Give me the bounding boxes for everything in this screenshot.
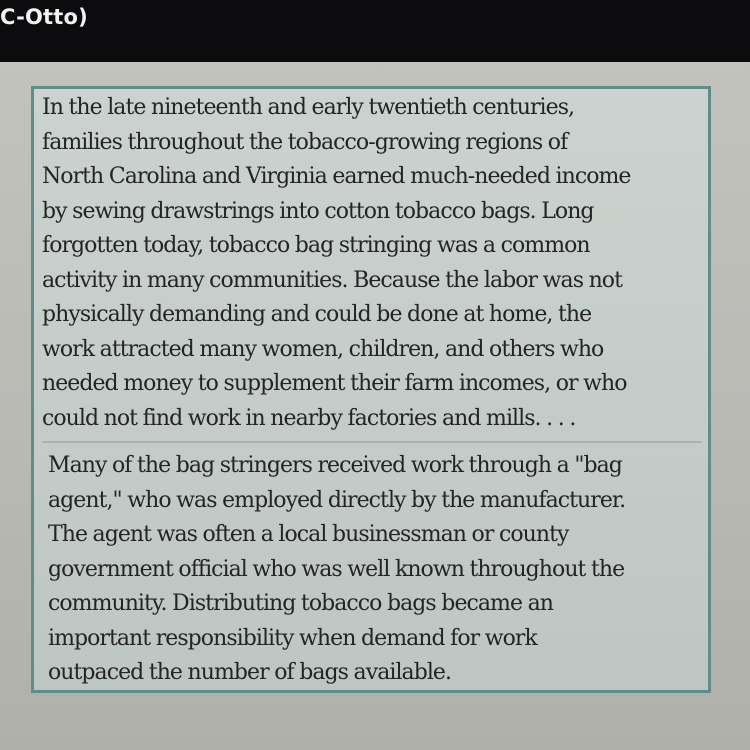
passage-line: community. Distributing tobacco bags became an <box>48 591 553 616</box>
passage-line: important responsibility when demand for work <box>48 625 537 651</box>
passage-paragraph-1 <box>42 91 631 436</box>
source-title: C-Otto) <box>0 5 88 29</box>
passage-line: needed money to supplement their farm incomes, or who <box>42 371 627 396</box>
top-bar <box>0 0 750 62</box>
passage-paragraph-2 <box>48 449 625 691</box>
passage-line: government official who was well known throughout the <box>48 556 625 582</box>
passage-line: forgotten today, tobacco bag stringing was a common <box>42 233 590 258</box>
passage-line: The agent was often a local businessman or county <box>48 522 569 547</box>
passage-line: families throughout the tobacco-growing regions of <box>42 129 568 155</box>
passage-box <box>31 86 711 693</box>
passage-line: Many of the bag stringers received work through a "bag <box>48 453 622 478</box>
passage-line: In the late nineteenth and early twentieth centuries, <box>42 95 575 120</box>
passage-line: activity in many communities. Because the labor was not <box>42 267 622 293</box>
paragraph-divider <box>42 441 702 443</box>
passage-line: outpaced the number of bags available. <box>48 660 452 685</box>
passage-line: agent," who was employed directly by the manufacturer. <box>48 487 626 513</box>
passage-line: could not find work in nearby factories and mills. . . . <box>42 405 576 431</box>
passage-line: North Carolina and Virginia earned much-needed income <box>42 164 631 189</box>
passage-line: physically demanding and could be done at home, the <box>42 302 592 327</box>
passage-line: work attracted many women, children, and others who <box>42 336 604 362</box>
passage-line: by sewing drawstrings into cotton tobacco bags. Long <box>42 198 594 224</box>
